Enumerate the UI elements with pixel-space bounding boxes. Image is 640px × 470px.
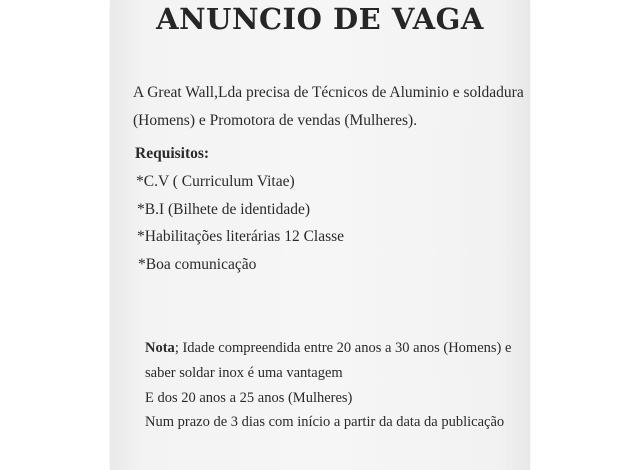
- note-line-4: Num prazo de 3 dias com início a partir da data da publicação: [145, 414, 505, 430]
- note-line-1-text: ; Idade compreendida entre 20 anos a 30 anos (Homens) e: [174, 340, 512, 356]
- requirement-item: *Boa comunicação: [138, 256, 257, 273]
- intro-line-1: A Great Wall,Lda precisa de Técnicos de Aluminio e soldadura: [133, 84, 524, 101]
- note-line-2: saber soldar inox é uma vantagem: [145, 365, 343, 381]
- note-line-3: E dos 20 anos a 25 anos (Mulheres): [145, 390, 353, 406]
- note-label: Nota: [145, 340, 175, 356]
- requirement-item: *Habilitações literárias 12 Classe: [137, 228, 345, 245]
- requirement-item: *B.I (Bilhete de identidade): [137, 201, 311, 218]
- note-line-1: [145, 339, 511, 357]
- document-title: ANUNCIO DE VAGA: [156, 2, 484, 36]
- intro-line-2: (Homens) e Promotora de vendas (Mulheres).: [133, 112, 418, 129]
- requirements-heading: Requisitos:: [135, 145, 210, 162]
- requirement-item: *C.V ( Curriculum Vitae): [136, 173, 295, 190]
